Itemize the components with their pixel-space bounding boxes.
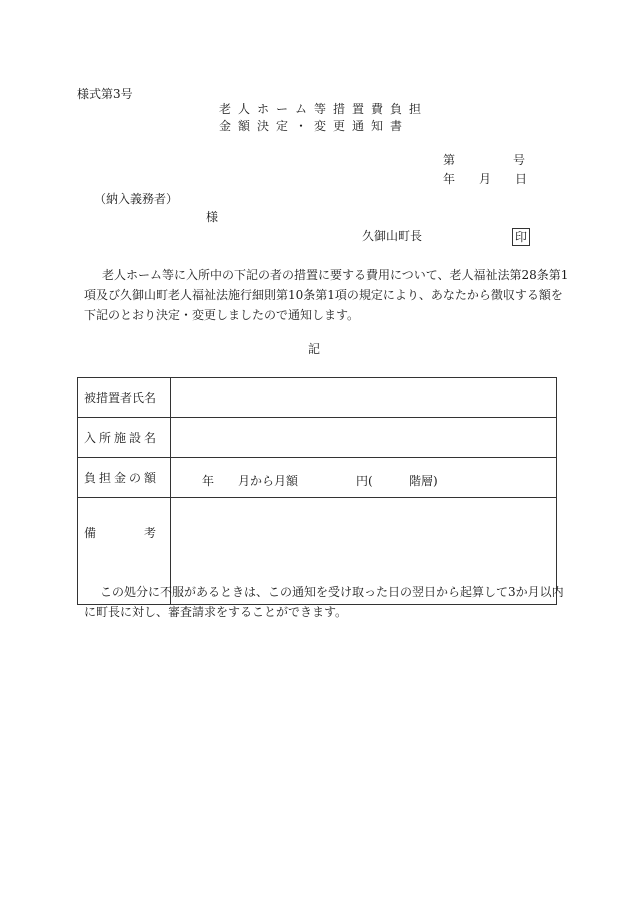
label-char: 入 — [84, 431, 97, 445]
label-char: 設 — [128, 431, 141, 445]
label-char: 所 — [98, 431, 111, 445]
remarks-label-text — [84, 524, 156, 541]
body-line-3: 下記のとおり決定・変更しましたので通知します。 — [84, 308, 360, 322]
payer-label: （納入義務者） — [94, 192, 179, 206]
burden-amount-label — [78, 458, 171, 498]
document-title-line-1: 老人ホーム等措置費負担 — [219, 102, 429, 116]
label-char: 負 — [84, 471, 97, 485]
amount-tier: 階層) — [409, 474, 438, 488]
amount-yen: 円( — [356, 474, 373, 488]
label-char: 額 — [143, 471, 156, 485]
amount-year: 年 — [202, 474, 215, 488]
body-line-1: 老人ホーム等に入所中の下記の者の措置に要する費用について、老人福祉法第28条第1 — [102, 268, 569, 282]
label-char: 名 — [143, 431, 156, 445]
burden-amount-field[interactable] — [171, 458, 557, 498]
body-line-2: 項及び久御山町老人福祉法施行細則第10条第1項の規定により、あなたから徴収する額を — [84, 288, 563, 302]
issuer-name: 久御山町長 — [362, 229, 423, 243]
facility-name-label — [78, 418, 171, 458]
body-paragraph — [80, 265, 569, 325]
ki-heading: 記 — [308, 342, 321, 356]
table-row — [78, 378, 557, 418]
label-char: 考 — [143, 526, 156, 540]
form-number: 様式第3号 — [77, 87, 133, 101]
footer-line-1: この処分に不服があるときは、この通知を受け取った日の翌日から起算して3か月以内 — [100, 585, 564, 599]
document-title-line-2: 金額決定・変更通知書 — [219, 119, 410, 133]
label-char: 金 — [113, 471, 126, 485]
label-char: 備 — [84, 526, 97, 540]
burden-amount-label-text — [84, 469, 156, 486]
amount-month-from: 月から月額 — [238, 474, 299, 488]
document-number-prefix: 第 — [443, 153, 456, 167]
label-char: 施 — [113, 431, 126, 445]
recipient-name-label: 被措置者氏名 — [78, 378, 171, 418]
footer-paragraph — [80, 582, 564, 622]
document-number-suffix: 号 — [513, 153, 526, 167]
date-year: 年 — [443, 172, 456, 186]
table-row — [78, 458, 557, 498]
payer-honorific: 様 — [206, 210, 219, 224]
date-day: 日 — [515, 172, 528, 186]
facility-name-label-text — [84, 429, 156, 446]
label-char: 担 — [98, 471, 111, 485]
recipient-name-field[interactable] — [171, 378, 557, 418]
table-row — [78, 418, 557, 458]
seal-mark: 印 — [512, 228, 530, 246]
facility-name-field[interactable] — [171, 418, 557, 458]
date-month: 月 — [479, 172, 492, 186]
notice-table — [77, 377, 564, 605]
footer-line-2: に町長に対し、審査請求をすることができます。 — [84, 605, 348, 619]
amount-line — [171, 458, 556, 497]
label-char: の — [128, 471, 141, 485]
